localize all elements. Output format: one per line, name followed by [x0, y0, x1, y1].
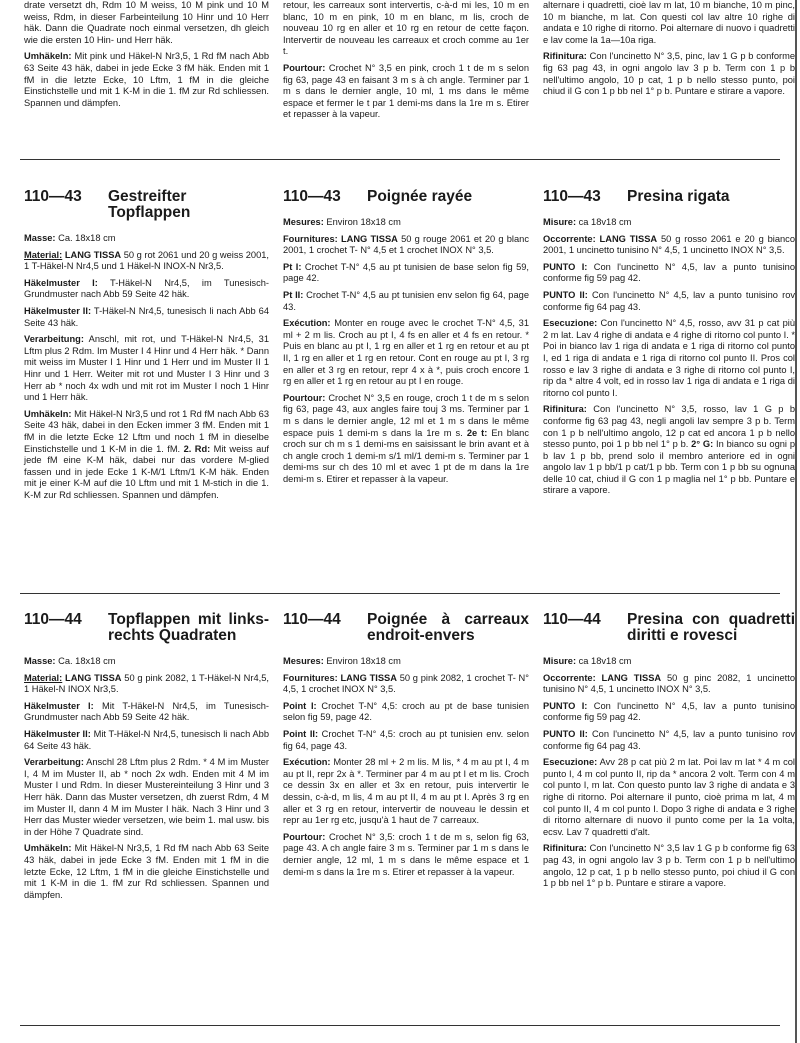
pattern-number: 110—44: [283, 611, 341, 628]
pattern-number: 110—44: [543, 611, 601, 628]
materials: Occorrente: LANG TISSA 50 g rosso 2061 e 20 g bianco 2001, 1 uncinetto tunisino N° 4,5, 1 uncinetto INOX N° 3,5.: [543, 233, 795, 256]
edging: Umhäkeln: Mit Häkel-N Nr3,5 und rot 1 Rd fM nach Abb 63 Seite 43 häk, dabei in den Ecken immer 3 fM. Enden mit 1 fM in die letzte Ecke 12 Lftm und noch 1 fM in dieselbe Einstichstelle und 1 K-M in die 1. fM. 2. Rd: Mit weiss auf jede fM eine K-M häk, dabei nur das vordere M-glied fassen und in jede Ecke 1 K-M/1 Lftm/1 K-M häk. Enden mit je einer K-M auf die 10 Lftm und mit 1 M-stich in die 1. K-M zur Rd schliessen. Spannen und dämpfen.: [24, 408, 270, 500]
section-44-italian-header: [543, 612, 795, 644]
section-divider-bottom: [20, 1025, 780, 1026]
edging: Pourtour: Crochet N° 3,5 en rouge, croch 1 t de m s selon fig 63, page 43, aux angles faire touj 3 ms. Terminer par 1 m s dans le dernier angle, 12 ml et 1 m s dans le même espace puis 1 demi-m s dans la 1re m s. 2e t: En blanc croch sur ch m s 1 demi-ms en saisissant le brin avant et à ch angle croch 1 demi-m s/1 ml/1 demi-m s. Terminer par 1 demi-ms sur ch des 10 ml et avec 1 pt de m dans la 1re demi-m s. Etirer et repasser à la vapeur.: [283, 392, 530, 484]
top-german-paragraph: drate versetzt dh, Rdm 10 M weiss, 10 M pink und 10 M weiss, Rdm, in dieser Farbeinteilung 10 Hinr und 10 Herr häk. Dann die Quadrate noch einmal versetzen, dh gleich wie die ersten 10 Hin- und Herr häk.: [24, 0, 269, 45]
top-italian-column: [543, 0, 795, 103]
materials: Material: LANG TISSA 50 g rot 2061 und 20 g weiss 2001, 1 T-Häkel-N Nr4,5 und 1 Häkel-N INOX-N Nr3,5.: [24, 249, 269, 272]
section-43-french: [283, 189, 529, 490]
pattern-number: 110—44: [24, 611, 82, 628]
section-43-german-header: [24, 189, 269, 221]
top-french-edging: Pourtour: Crochet N° 3,5 en pink, croch 1 t de m s selon fig 63, page 43 en faisant 3 m s à ch angle. Terminer par 1 m s dans le dernier angle, 10 ml, 1 ms dans le même espace et fermer le t par 1 demi-ms dans la 1re m s. Etirer et repasser à la vapeur.: [283, 62, 529, 120]
section-43-german: [24, 189, 269, 506]
top-french-column: [283, 0, 529, 126]
pattern-title: Topflappen mit links-rechts Quadraten: [108, 611, 269, 644]
section-divider-middle: [20, 593, 780, 594]
edging: Rifinitura: Con l'uncinetto N° 3,5 lav 1 G p b conforme fig 63 pag 43, in ogni angolo lav 3 p b. Term con 1 p b nell'ultimo angolo, 12 p cat, 1 p b nello stesso punto, poi chiud il G con 1 p bb nel 1° p b. Puntare e stirare a vapore.: [543, 843, 795, 889]
section-44-italian: [543, 612, 795, 895]
pattern-number: 110—43: [543, 188, 601, 205]
pattern-number: 110—43: [24, 188, 82, 205]
section-44-german-header: [24, 612, 269, 644]
stitch-pattern-2: Point II: Crochet T-N° 4,5: croch au pt tunisien env. selon fig 64, page 43.: [283, 728, 529, 751]
stitch-pattern-2: Pt II: Crochet T-N° 4,5 au pt tunisien env selon fig 64, page 43.: [283, 289, 529, 312]
page-edge-shadow: [795, 0, 797, 1043]
stitch-pattern-1: Point I: Crochet T-N° 4,5: croch au pt de base tunisien selon fig 59, page 42.: [283, 700, 529, 723]
edging: Pourtour: Crochet N° 3,5: croch 1 t de m s, selon fig 63, page 43. A ch angle faire 3 m s. Terminer par 1 m s dans le dernier angle, 12 ml, 1 m s dans le même espace et 1 demi-m s dans la 1re m s. Etirer et repasser à la vapeur.: [283, 831, 529, 877]
stitch-pattern-1: Häkelmuster I: Mit T-Häkel-N Nr4,5, im Tunesisch-Grundmuster nach Abb 59 Seite 42 häk.: [24, 700, 269, 723]
measures: Misure: ca 18v18 cm: [543, 656, 632, 666]
pattern-title: Presina rigata: [627, 188, 730, 205]
stitch-pattern-1: Häkelmuster I: T-Häkel-N Nr4,5, im Tunesisch-Grundmuster nach Abb 59 Seite 42 häk.: [24, 277, 269, 300]
materials: Material: LANG TISSA 50 g pink 2082, 1 T-Häkel-N Nr4,5, 1 Häkel-N INOX Nr3,5.: [24, 672, 269, 695]
stitch-pattern-2: PUNTO II: Con l'uncinetto N° 4,5, lav a punto tunisino rov conforme fig 64 pag 43.: [543, 289, 796, 312]
stitch-pattern-2: Häkelmuster II: Mit T-Häkel-N Nr4,5, tunesisch li nach Abb 64 Seite 43 häk.: [24, 728, 270, 751]
instructions: Verarbeitung: Anschl, mit rot, und T-Häkel-N Nr4,5, 31 Lftm plus 2 Rdm. Im Muster I 4 Hinr und 4 Herr häk. * Dann mit weiss im Muster I 1 Hinr und 1 Herr und im Muster II 1 Hinr und 1 Herr. Weiter mit rot und Muster I 3 Hinr und 3 Herr ab * noch 4x wdh und mit rot im Muster I noch 1 Hinr und 1 Herr häk.: [24, 334, 269, 403]
measures: Masse: Ca. 18x18 cm: [24, 656, 116, 666]
pattern-title: Gestreifter Topflappen: [108, 188, 191, 221]
materials: Fournitures: LANG TISSA 50 g rouge 2061 et 20 g blanc 2001, 1 crochet T- N° 4,5 et 1 crochet INOX N° 3,5.: [283, 233, 529, 256]
measures: Mesures: Environ 18x18 cm: [283, 656, 401, 666]
section-43-french-header: [283, 189, 529, 205]
section-43-italian-header: [543, 189, 795, 205]
top-italian-edging: Rifinitura: Con l'uncinetto N° 3,5, pinc, lav 1 G p b conforme fig 63 pag 43, in ogni angolo lav 3 p b. Term con 1 p b nell'ultimo angolo, 10 p cat, 1 p b nello stesso punto, poi chiud il G con 1 p bb nel 1° p b. Puntare e stirare a vapore.: [543, 51, 795, 97]
stitch-pattern-1: PUNTO I: Con l'uncinetto N° 4,5, lav a punto tunisino conforme fig 59 pag 42.: [543, 261, 795, 284]
top-french-paragraph: retour, les carreaux sont intervertis, c-à-d mi les, 10 m en blanc, 10 m en pink, 10 m en blanc, m lis, croch de nouveau 10 rg en aller et 10 rg en retour de cette façon. Intervertir de nouveau les carreaux et croch comme au 1er t.: [283, 0, 529, 57]
measures: Masse: Ca. 18x18 cm: [24, 233, 116, 243]
edging: Rifinitura: Con l'uncinetto N° 3,5, rosso, lav 1 G p b conforme fig 63 pag 43, negli angoli lav sempre 3 p b. Term con 1 p b nell'ultimo angolo, 12 p cat ed ancora 1 p b nello stesso punto, poi 1 p bb nel 1° p b. 2° G: In bianco su ogni p b lav 1 p bb, prend solo il membro anteriore ed in ogni angolo lav 1 p bb/1 p cat/1 p bb. Term con 1 p bb su ognuna delle 10 cat, chiud il G con 1 p maglia nel 1° p bb. Puntare e stirare a vapore.: [543, 404, 795, 496]
top-german-column: [24, 0, 269, 114]
section-43-italian: [543, 189, 795, 502]
materials: Fournitures: LANG TISSA 50 g pink 2082, 1 crochet T- N° 4,5, 1 crochet INOX N° 3,5.: [283, 672, 529, 695]
measures: Mesures: Environ 18x18 cm: [283, 217, 401, 227]
top-german-edging: Umhäkeln: Mit pink und Häkel-N Nr3,5, 1 Rd fM nach Abb 63 Seite 43 häk, dabei in jede Ecke 3 fM häk. Enden mit 1 fM in die letzte Ecke, 10 Lftm, 1 fM in die gleiche Einstichstelle und mit 1 K-M in die 1. fM zur Rd schliessen. Spannen und dämpfen.: [24, 51, 269, 108]
stitch-pattern-2: Häkelmuster II: T-Häkel-N Nr4,5, tunesisch li nach Abb 64 Seite 43 häk.: [24, 305, 269, 328]
instructions: Exécution: Monter en rouge avec le crochet T-N° 4,5, 31 ml + 2 m lis. Croch au pt I, 4 fs en aller et 4 fs en retour. * Puis en blanc au pt I, 1 rg en aller et 1 rg en retour et au pt II, 1 rg en aller et 1 rg en retour. Cont en rouge au pt I, 3 rg en aller et 3 rg en retour, repr 4 x à *, puis croch encore 1 rg en aller et 1 rg en retour au pt I en rouge.: [283, 318, 529, 387]
stitch-pattern-1: PUNTO I: Con l'uncinetto N° 4,5, lav a punto tunisino conforme fig 59 pag 42.: [543, 700, 795, 723]
pattern-title: Presina con quadretti diritti e rovesci: [627, 611, 795, 644]
section-44-french: [283, 612, 529, 883]
instructions: Verarbeitung: Anschl 28 Lftm plus 2 Rdm. * 4 M im Muster I, 4 M im Muster II, ab * noch 2x wdh. Enden mit 4 M im Muster I und Rdm. In dieser Mustereinteilung 3 Hinr und 3 Herr häk. Dann das Muster versetzen, dh zuerst Rdm, 4 M im Muster II, dann 4 M im Muster I häk. Nach 3 Hinr und 3 Herr das Muster wieder versetzen, wie beim 1. mal usw. bis in der Höhe 7 Quadrate sind.: [24, 757, 269, 837]
section-divider-top: [20, 159, 780, 160]
pattern-number: 110—43: [283, 188, 341, 205]
materials: Occorrente: LANG TISSA 50 g pinc 2082, 1 uncinetto tunisino N° 4,5, 1 uncinetto INOX N° 3,5.: [543, 672, 796, 695]
section-44-french-header: [283, 612, 529, 644]
top-italian-paragraph: alternare i quadretti, cioè lav m lat, 10 m bianche, 10 m pinc, 10 m bianche, m lat. Con questi col lav altre 10 righe di andata e 10 righe di ritorno. Poi alternare di nuovo i quadretti e lav come la 1a—10a riga.: [543, 0, 795, 45]
pattern-title: Poignée à carreaux endroit-envers: [367, 611, 529, 644]
stitch-pattern-2: PUNTO II: Con l'uncinetto N° 4,5, lav a punto tunisino rov conforme fig 64 pag 43.: [543, 728, 796, 751]
measures: Misure: ca 18v18 cm: [543, 217, 632, 227]
stitch-pattern-1: Pt I: Crochet T-N° 4,5 au pt tunisien de base selon fig 59, page 42.: [283, 261, 529, 284]
instructions: Esecuzione: Avv 28 p cat più 2 m lat. Poi lav m lat * 4 m col punto I, 4 m col punto II, rip da * ancora 2 volt. Term con 4 m col punto I, m lat. Con questo punto lav 3 righe di andata e 3 righe di ritorno. Poi alternare il punto, cioè prima m lat, 4 m col punto II, 4 m col punto I. Dopo 3 righe di andata e 3 righe di ritorno alternare di nuovo il punto come per la 1a volta, ecsv. Lav 7 quadretti d'alt.: [543, 757, 795, 837]
instructions: Exécution: Monter 28 ml + 2 m lis. M lis, * 4 m au pt I, 4 m au pt II, repr 2x à *. Terminer par 4 m au pt I et m lis. Croch ce dessin 3x en aller et 3x en retour, puis intervertir le dessin, c-à-d, m lis, 4 m au pt II, 4 m au pt I. Après 3 rg en aller et 3 rg en retour, intervertir de nouveau le dessin et repr au 1er rg etc, jusqu'à 1 haut de 7 carreaux.: [283, 757, 529, 826]
instructions: Esecuzione: Con l'uncinetto N° 4,5, rosso, avv 31 p cat più 2 m lat. Lav 4 righe di andata e 4 righe di ritorno col punto I. * Poi in bianco lav 1 riga di andata e 1 riga di ritorno col punto I, ed 1 riga di andata e 1 riga di ritorno col punto II. Pros col rosso e lav 3 righe di andata e 3 righe di ritorno col punto I, rip da * altre 4 volt, ed in rosso lav 1 riga di andata e 1 riga di ritorno col punto I.: [543, 318, 795, 398]
edging: Umhäkeln: Mit Häkel-N Nr3,5, 1 Rd fM nach Abb 63 Seite 43 häk, dabei in jede Ecke 3 fM. Enden mit 1 fM in die letzte Ecke, 12 Lftm, 1 fM in die gleiche Einstichstelle und mit 1 K-M in die 1. fM zur Rd schliessen. Spannen und dämpfen.: [24, 843, 269, 900]
section-44-german: [24, 612, 269, 906]
pattern-title: Poignée rayée: [367, 188, 473, 205]
